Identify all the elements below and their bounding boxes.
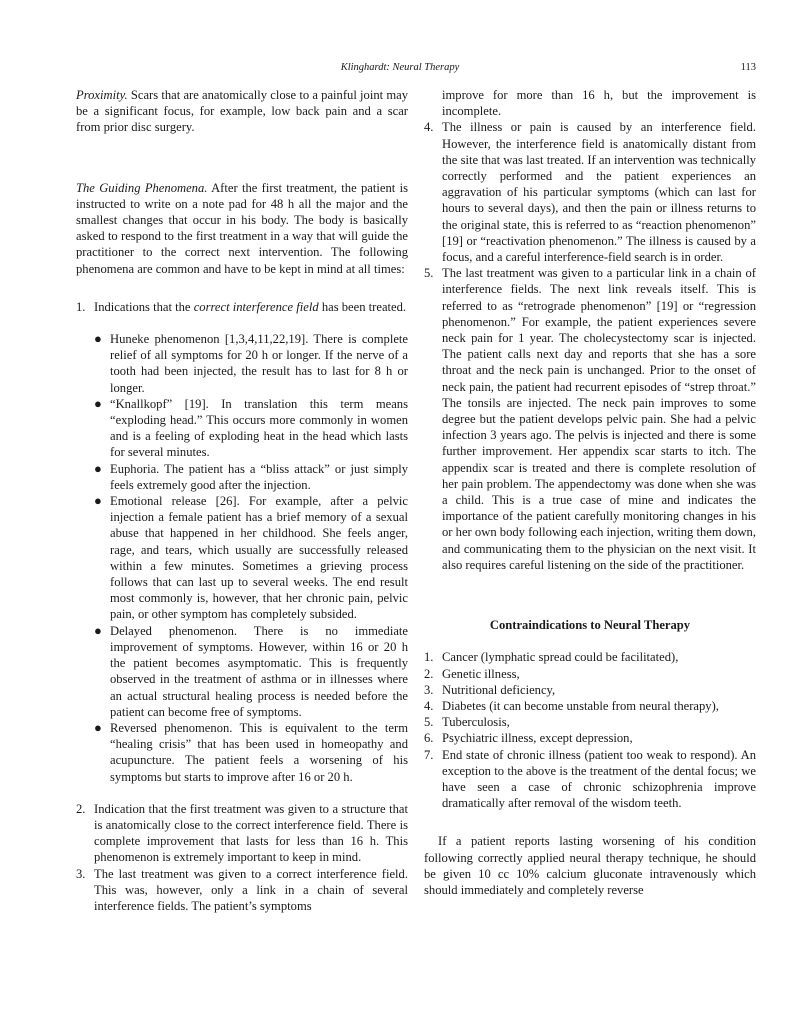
bullet-text: Reversed phenomenon. This is equivalent to the term “healing crisis” that has been used in homeopathy and acupuncture. The patient feels a worsening of his symptoms but starts to improve after 16 or 20 h. [110,720,408,784]
bullet-icon: ● [94,460,102,476]
contra-item [424,682,756,698]
list-item-3 [76,866,408,915]
bullet-item [92,720,408,785]
list-text: Genetic illness, [442,666,520,681]
right-column [424,87,756,898]
list-number: 5. [424,266,434,281]
proximity-text: Scars that are anatomically close to a painful joint may be a significant focus, for example, low back pain and a scar from prior disc surgery. [76,88,409,135]
running-title: Klinghardt: Neural Therapy [340,62,460,73]
left-column [76,87,408,914]
bullet-item [92,331,408,396]
proximity-paragraph [76,87,408,136]
list-number: 1. [424,650,434,665]
contra-item [424,666,756,682]
page-number: 113 [740,62,756,73]
list-emphasis: correct interference field [193,299,319,314]
bullet-icon: ● [94,395,102,411]
list-item-4 [424,119,756,265]
bullet-item [92,623,408,720]
list-text: The illness or pain is caused by an interference field. However, the interference field is anatomically distant from the site that was last treated. If an intervention was technically correctly performed and the patient experiences an aggravation of his particular symptoms (which can last for hours to several days), and then the pain or illness returns to the original state, this is referred to as “reaction phenomenon” [19] or “reactivation phenomenon.” The illness is caused by a focus, and a careful interference-field search is in order. [442,120,756,265]
bullet-icon: ● [94,493,102,509]
list-number: 6. [424,731,434,746]
list-text: Indication that the first treatment was given to a structure that is anatomically close to the correct interference field. There is complete improvement that lasts for less than 16 h. This phenomenon is extremely important to keep in mind. [94,801,408,865]
contra-item [424,698,756,714]
list-text: The last treatment was given to a correct interference field. This was, however, only a link in a chain of several interference fields. The patient’s symptoms [94,866,408,913]
list-text: has been treated. [321,299,407,314]
list-text: Diabetes (it can become unstable from neural therapy), [442,698,719,713]
bullet-text: Huneke phenomenon [1,3,4,11,22,19]. There is complete relief of all symptoms for 20 h or longer. If the nerve of a tooth had been injected, the result has to last for 8 h or longer. [110,332,408,395]
list-item-5 [424,265,756,573]
list-text: End state of chronic illness (patient too weak to respond). An exception to the above is the treatment of the dental focus; we have seen a case of chronic schizophrenia improve dramatically after removal of the wisdom teeth. [442,747,756,811]
page-header [0,62,800,78]
bullet-icon: ● [94,719,102,735]
list-text: Cancer (lymphatic spread could be facilitated), [442,650,679,665]
final-paragraph: If a patient reports lasting worsening of his condition following correctly applied neural therapy technique, he should be given 10 cc 10% calcium gluconate intravenously which should immediately and completely reverse [424,834,756,897]
proximity-title: Proximity. [76,88,128,102]
bullet-item [92,493,408,623]
list-number: 3. [424,682,434,697]
section-heading: Contraindications to Neural Therapy [489,618,691,633]
guiding-paragraph [76,180,408,277]
bullet-text: Delayed phenomenon. There is no immediate improvement of symptoms. However, within 16 or 20 h the patient becomes asymptomatic. This is frequently observed in the treatment of asthma or in illnesses where an actual structural healing process is needed before the patient can become free of symptoms. [110,623,408,719]
list-number: 1. [76,299,86,314]
bullet-icon: ● [94,622,102,638]
bullet-item [92,396,408,461]
list-number: 5. [424,715,434,730]
bullet-item [92,461,408,493]
list-item-2 [76,801,408,866]
contra-item [424,747,756,812]
bullet-icon: ● [94,331,102,347]
list-text: Nutritional deficiency, [442,682,556,697]
bullet-text: Euphoria. The patient has a “bliss attack” or just simply feels extremely good after the injection. [110,461,408,492]
list-text: Tuberculosis, [442,715,510,730]
list-number: 2. [424,666,434,681]
guiding-title: The Guiding Phenomena. [76,180,208,195]
list-number: 7. [424,747,434,762]
contra-item [424,714,756,730]
list-item-1 [76,299,408,315]
bullet-text: “Knallkopf” [19]. In translation this term means “exploding head.” This occurs more commonly in women and is a feeling of exploding heat in the head which lasts for several minutes. [110,396,408,460]
list-item-3-continued [424,87,756,119]
bullet-text: Emotional release [26]. For example, after a pelvic injection a female patient has a brief memory of a sexual abuse that happened in her childhood. She feels anger, rage, and tears, which usually are successfully released within a few minutes. Sometimes a grieving process follows that can last up to several weeks. The end result most commonly is, however, that her chronic pain, pelvic pain, or other symptom has completely subsided. [110,494,408,622]
contra-item [424,730,756,746]
list-number: 3. [76,866,86,881]
list-text: The last treatment was given to a particular link in a chain of interference fields. The next link reveals itself. This is referred to as “retrograde phenomenon” [19] or “regression phenomenon.” For example, the patient experiences severe neck pain for 1 year. The cholecystectomy scar is injected. The patient calls next day and reports that she has a sore throat and the neck pain is unchanged. Prior to the onset of neck pain, the patient had recurrent episodes of “strep throat.” The tonsils are injected. The neck pain improves to some degree but the patient develops pelvic pain. She had a pelvic infection 3 years ago. The pelvis is injected and there is some further improvement. Her appendix scar starts to itch. The appendix scar is treated and there is complete resolution of her pain problem. The appendectomy was done when she was a child. This is a true case of mine and indicates the importance of the patient carefully monitoring changes in his or her own body following each injection, writing them down, and communicating them to the physician on the next visit. It also requires careful listening on the side of the practitioner. [442,266,756,572]
list-text: improve for more than 16 h, but the improvement is incomplete. [442,88,756,119]
contra-item [424,649,756,665]
list-text: Indications that the [94,299,191,314]
list-number: 4. [424,120,434,135]
guiding-text: After the first treatment, the patient is instructed to write on a note pad for 48 h all the major and the smallest changes that occur in his body. The body is basically asked to respond to the first treatment in a way that will guide the practitioner to the correct next intervention. The following phenomena are common and have to be kept in mind at all times: [76,180,408,276]
list-text: Psychiatric illness, except depression, [442,731,633,746]
list-number: 2. [76,801,86,816]
list-number: 4. [424,698,434,713]
